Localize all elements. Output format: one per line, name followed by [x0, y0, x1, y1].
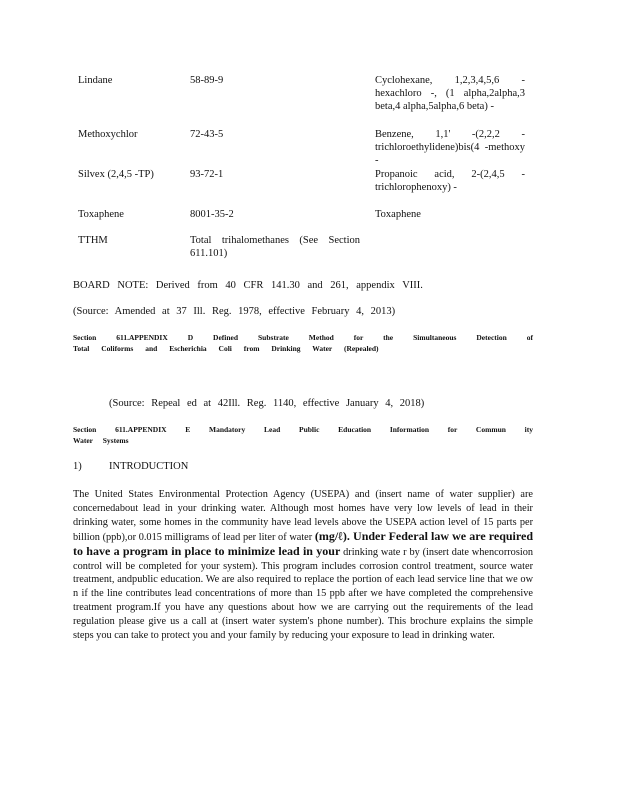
substance-name: Silvex (2,4,5 -TP): [78, 169, 154, 180]
introduction-body: [73, 488, 533, 643]
body-text-part: The United States Environmental Protection Agency (USEPA) and (insert name of water supplier) are concernedabout lead in your drinking water. Although most homes have very low levels of lead in their drinking water, some homes in the community have lead levels above the USEPA action level of 15 parts per billion (ppb),or 0.015 milligrams of lead per liter of water: [73, 489, 533, 543]
substance-name: TTHM: [78, 235, 108, 246]
substance-name: Toxaphene: [78, 209, 124, 220]
heading-number: 1): [73, 461, 82, 472]
chemical-name: Benzene, 1,1' -(2,2,2 - trichloroethylidene)bis(4 -methoxy -: [375, 129, 525, 166]
chemical-name: Propanoic acid, 2-(2,4,5 - trichlorophenoxy) -: [375, 169, 525, 193]
section-heading-appendix-e: [73, 424, 533, 446]
section-heading-appendix-d: [73, 332, 533, 354]
section-heading-line: Water Systems: [73, 436, 129, 445]
section-heading-line: Section 611.APPENDIX D Defined Substrate Method for the Simultaneous Detection of: [73, 333, 533, 342]
source-note: (Source: Amended at 37 Ill. Reg. 1978, effective February 4, 2013): [73, 306, 396, 317]
board-note: BOARD NOTE: Derived from 40 CFR 141.30 and 261, appendix VIII.: [73, 280, 423, 291]
cas-number: 8001-35-2: [190, 209, 234, 220]
cas-number: 58-89-9: [190, 75, 224, 86]
body-text-emphasis: (mg/ℓ). Under Federal law we are required to have a program in place to minimize lead in your: [73, 528, 533, 558]
introduction-heading: [73, 461, 188, 472]
body-text-part: drinking wate r by (insert date whencorrosion control will be completed for your system). This program includes corrosion control treatment, source water treatment, andpublic education. We are also required to replace the portion of each lead service line that we ow n if the line contributes lead concentrations of more than 15 ppb after we have completed the comprehensive treatment program.If you have any questions about how we are carrying out the requirements of the lead regulation please give us a call at (insert water system's phone number). This brochure explains the simple steps you can take to protect you and your family by reducing your exposure to lead in drinking water.: [73, 546, 533, 642]
substance-name: Lindane: [78, 75, 113, 86]
cas-number: Total trihalomethanes (See Section 611.101): [190, 235, 360, 259]
chemical-name: Cyclohexane, 1,2,3,4,5,6 - hexachloro -, (1 alpha,2alpha,3 beta,4 alpha,5alpha,6 beta) -: [375, 75, 525, 112]
section-heading-line: Total Coliforms and Escherichia Coli from Drinking Water (Repealed): [73, 344, 379, 353]
heading-title: INTRODUCTION: [109, 461, 189, 472]
chemical-name: Toxaphene: [375, 209, 421, 220]
section-heading-line: Section 611.APPENDIX E Mandatory Lead Public Education Information for Commun ity: [73, 425, 533, 434]
substance-name: Methoxychlor: [78, 129, 138, 140]
cas-number: 93-72-1: [190, 169, 224, 180]
cas-number: 72-43-5: [190, 129, 224, 140]
source-note: (Source: Repeal ed at 42Ill. Reg. 1140, effective January 4, 2018): [109, 398, 425, 409]
